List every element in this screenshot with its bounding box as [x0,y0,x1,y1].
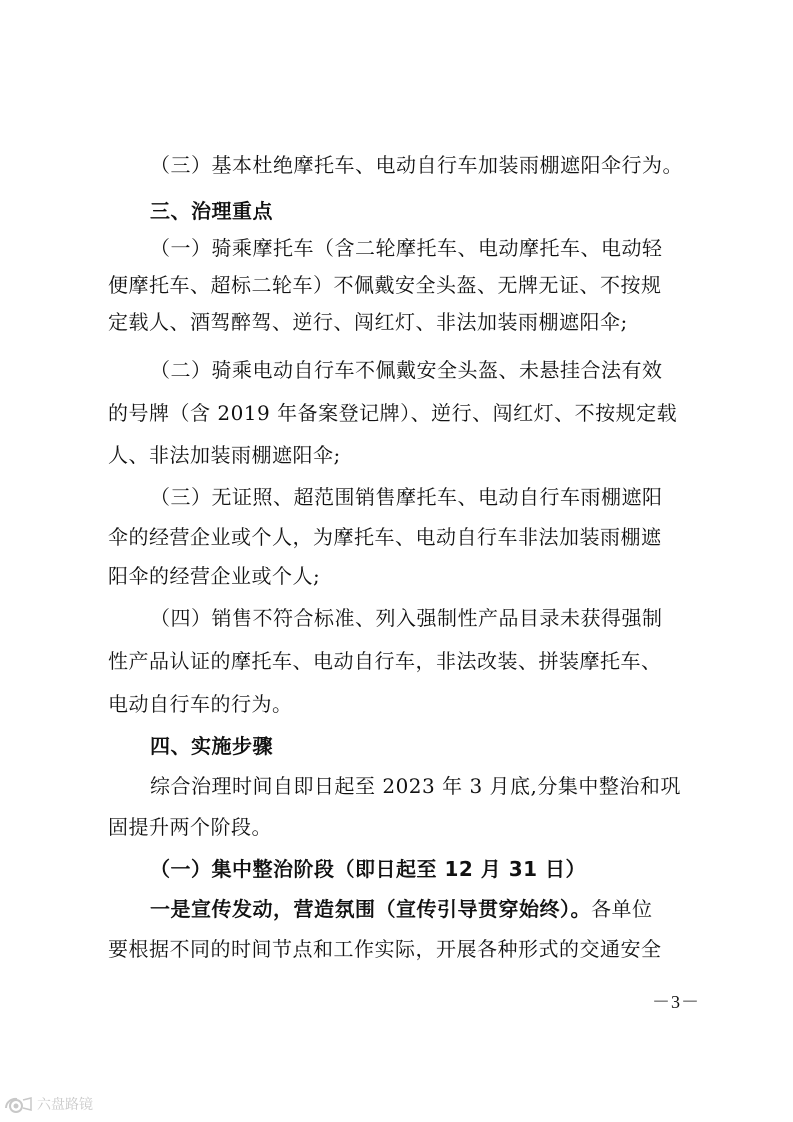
paragraph-line: 要根据不同的时间节点和工作实际，开展各种形式的交通安全 [108,937,662,961]
paragraph-line: （三）基本杜绝摩托车、电动自行车加装雨棚遮阳伞行为。 [150,153,683,177]
paragraph-line: 便摩托车、超标二轮车）不佩戴安全头盔、无牌无证、不按规 [108,273,662,297]
paragraph-line: 的号牌（含 2019 年备案登记牌）、逆行、闯红灯、不按规定载 [108,401,678,425]
paragraph-line: 电动自行车的行为。 [108,692,293,716]
camera-logo-icon [4,1094,34,1114]
paragraph-line: 定载人、酒驾醉驾、逆行、闯红灯、非法加装雨棚遮阳伞; [108,310,628,334]
watermark [4,1094,93,1114]
paragraph-line: 综合治理时间自即日起至 2023 年 3 月底,分集中整治和巩 [150,774,681,798]
paragraph-line: （四）销售不符合标准、列入强制性产品目录未获得强制 [150,606,663,630]
paragraph-line: 阳伞的经营企业或个人; [108,564,321,588]
paragraph-line: 人、非法加装雨棚遮阳伞; [108,443,341,467]
paragraph-line: （一）骑乘摩托车（含二轮摩托车、电动摩托车、电动轻 [150,236,663,260]
paragraph-line: （二）骑乘电动自行车不佩戴安全头盔、未悬挂合法有效 [150,358,663,382]
watermark-text: 六盘路镜 [37,1097,93,1113]
paragraph-text: 各单位 [591,897,653,921]
section-heading-4: 四、实施步骤 [150,734,273,758]
subsection-heading: （一）集中整治阶段（即日起至 12 月 31 日） [150,857,587,881]
section-heading-3: 三、治理重点 [150,199,273,223]
paragraph-line: 固提升两个阶段。 [108,815,272,839]
paragraph-line: 性产品认证的摩托车、电动自行车，非法改装、拼装摩托车、 [108,649,662,673]
paragraph-line: （三）无证照、超范围销售摩托车、电动自行车雨棚遮阳 [150,485,663,509]
page-number: －3－ [652,992,700,1012]
paragraph-line: 伞的经营企业或个人，为摩托车、电动自行车非法加装雨棚遮 [108,525,662,549]
paragraph-line [150,894,653,924]
paragraph-lead: 一是宣传发动，营造氛围（宣传引导贯穿始终）。 [150,897,591,921]
